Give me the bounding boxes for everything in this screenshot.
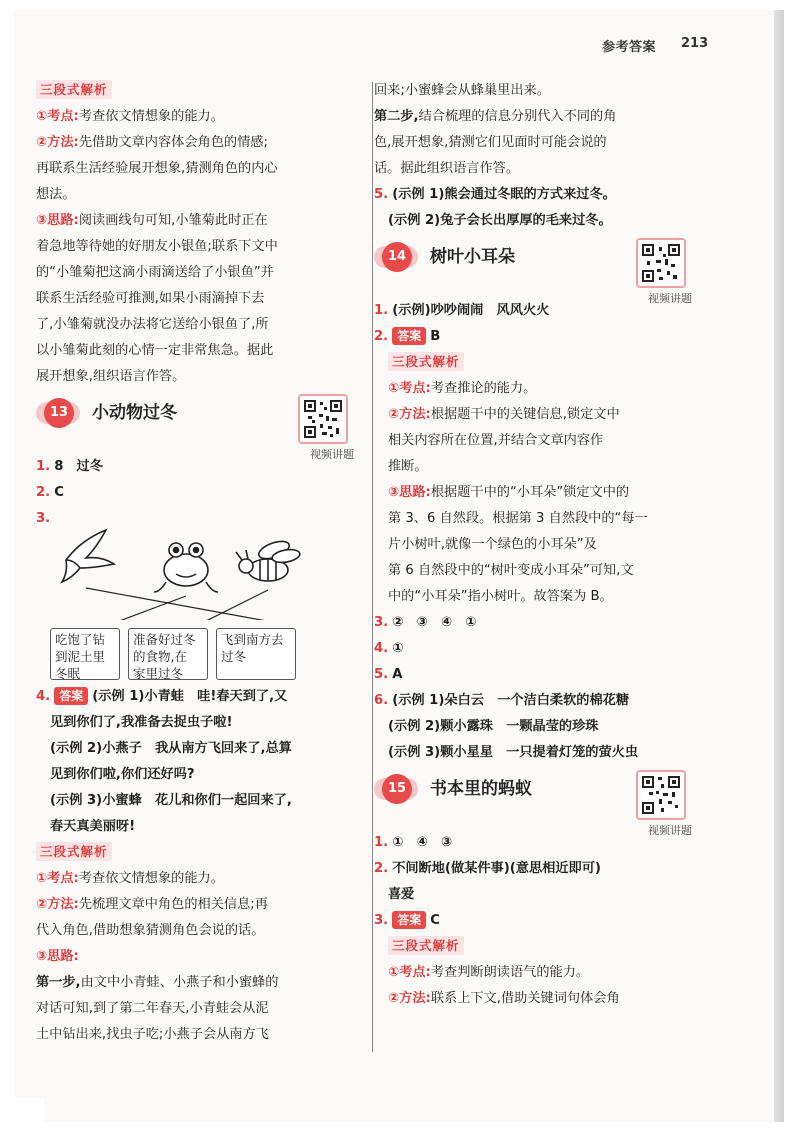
page-number: 213 [681, 36, 709, 51]
qr-label: 视频讲题 [648, 824, 692, 837]
section-number: 14 [382, 242, 412, 272]
three-part-tag: 三段式解析 [388, 352, 464, 371]
section-15-heading [374, 770, 692, 837]
qr-code-icon[interactable] [636, 238, 686, 288]
qr-code-icon[interactable] [298, 394, 348, 444]
matching-diagram [36, 532, 354, 682]
section-number: 13 [44, 398, 74, 428]
answer-tag: 答案 [54, 687, 88, 705]
section-title: 书本里的蚂蚁 [430, 779, 532, 799]
bee-icon [236, 538, 301, 581]
frog-icon [154, 543, 218, 592]
answer-box-store-food: 准备好过冬 的食物,在 家里过冬 [128, 628, 208, 680]
three-part-tag: 三段式解析 [388, 936, 464, 955]
qr-label: 视频讲题 [310, 448, 354, 461]
answer-tag: 答案 [392, 327, 426, 345]
answer-box-fly-south: 飞到南方去 过冬 [216, 628, 296, 680]
section-title: 树叶小耳朵 [430, 247, 515, 267]
section-number: 15 [382, 774, 412, 804]
animal-illustrations [36, 520, 354, 620]
three-part-tag: 三段式解析 [36, 842, 112, 861]
header-title: 参考答案 [602, 40, 657, 55]
section-title: 小动物过冬 [92, 403, 177, 423]
left-column: 三段式解析 ①考点:考查依文情想象的能力。 ②方法:先借助文章内容体会角色的情感; 再联系生活经验展开想象,猜测角色的内心 想法。 ③思路:阅读画线句可知,小雏菊此时正在 着急地等待她的好朋友小银鱼;联系下文中 的“小雏菊把这滴小雨滴送给了小银鱼”并 联系生活经验可推测,如果小雨滴掉下去 了,小雏菊就没办法将它送给小银鱼了,所 以小雏菊此刻的心情一定非常焦急。据此 展开想象,组织语言作答。 13 小动物过冬 视频讲题 1. 8 过冬 2. C 3. 吃饱了钻 到泥土里 冬眠 准备好过冬 的食物,在 家里过冬 飞到南方去 过冬 4. 答案 (示例 1)小青蛙 哇!春天到了,又 见到你们了,我准备去捉虫子啦! (示例 2)小燕子 我从南方飞回来了,总算 见到你们啦,你们还好吗? (示例 3)小蜜蜂 花儿和你们一起回来了, 春天真美丽呀! 三段式解析 ①考点:考查依文情想象的能力。 ②方法:先梳理文章中角色的相关信息;再 代入角色,借助想象猜测角色会说的话。 ③思路: 第一步,由文中小青蛙、小燕子和小蜜蜂的 对话可知,到了第二年春天,小青蛙会从泥 土中钻出来,找虫子吃;小燕子会从南方飞 [36, 82, 354, 1042]
page-edge [774, 10, 784, 1122]
qr-label: 视频讲题 [648, 292, 692, 305]
swallow-icon [62, 530, 114, 582]
qr-code-icon[interactable] [636, 770, 686, 820]
column-divider [372, 82, 373, 1052]
three-part-tag: 三段式解析 [36, 80, 112, 99]
right-column: 回来;小蜜蜂会从蜂巢里出来。 第二步,结合梳理的信息分别代入不同的角 色,展开想象,猜测它们见面时可能会说的 话。据此组织语言作答。 5. (示例 1)熊会通过冬眠的方式来过冬。 (示例 2)兔子会长出厚厚的毛来过冬。 14 树叶小耳朵 视频讲题 1. (示例)吵吵闹闹 风风火火 2. 答案 B 三段式解析 ①考点:考查推论的能力。 ②方法:根据题干中的关键信息,锁定文中 相关内容所在位置,并结合文章内容作 推断。 ③思路:根据题干中的“小耳朵”锁定文中的 第 3、6 自然段。根据第 3 自然段中的“每一 片小树叶,就像一个绿色的小耳朵”及 第 6 自然段中的“树叶变成小耳朵”可知,文 中的“小耳朵”指小树叶。故答案为 B。 3. ② ③ ④ ① 4. ① 5. A 6. (示例 1)朵白云 一个洁白柔软的棉花糖 (示例 2)颗小露珠 一颗晶莹的珍珠 (示例 3)颗小星星 一只提着灯笼的萤火虫 15 书本里的蚂蚁 视频讲题 1. ① ④ ③ 2. 不间断地(做某件事)(意思相近即可) 喜爱 3. 答案 C 三段式解析 ①考点:考查判断朗读语气的能力。 ②方法:联系上下文,借助关键词句体会角 [374, 83, 692, 1006]
page-corner [14, 1098, 44, 1122]
answer-box-hibernate: 吃饱了钻 到泥土里 冬眠 [50, 628, 120, 680]
answer-tag: 答案 [392, 911, 426, 929]
section-14-heading [374, 238, 692, 305]
matching-lines [86, 588, 294, 620]
section-13-heading [36, 394, 354, 461]
